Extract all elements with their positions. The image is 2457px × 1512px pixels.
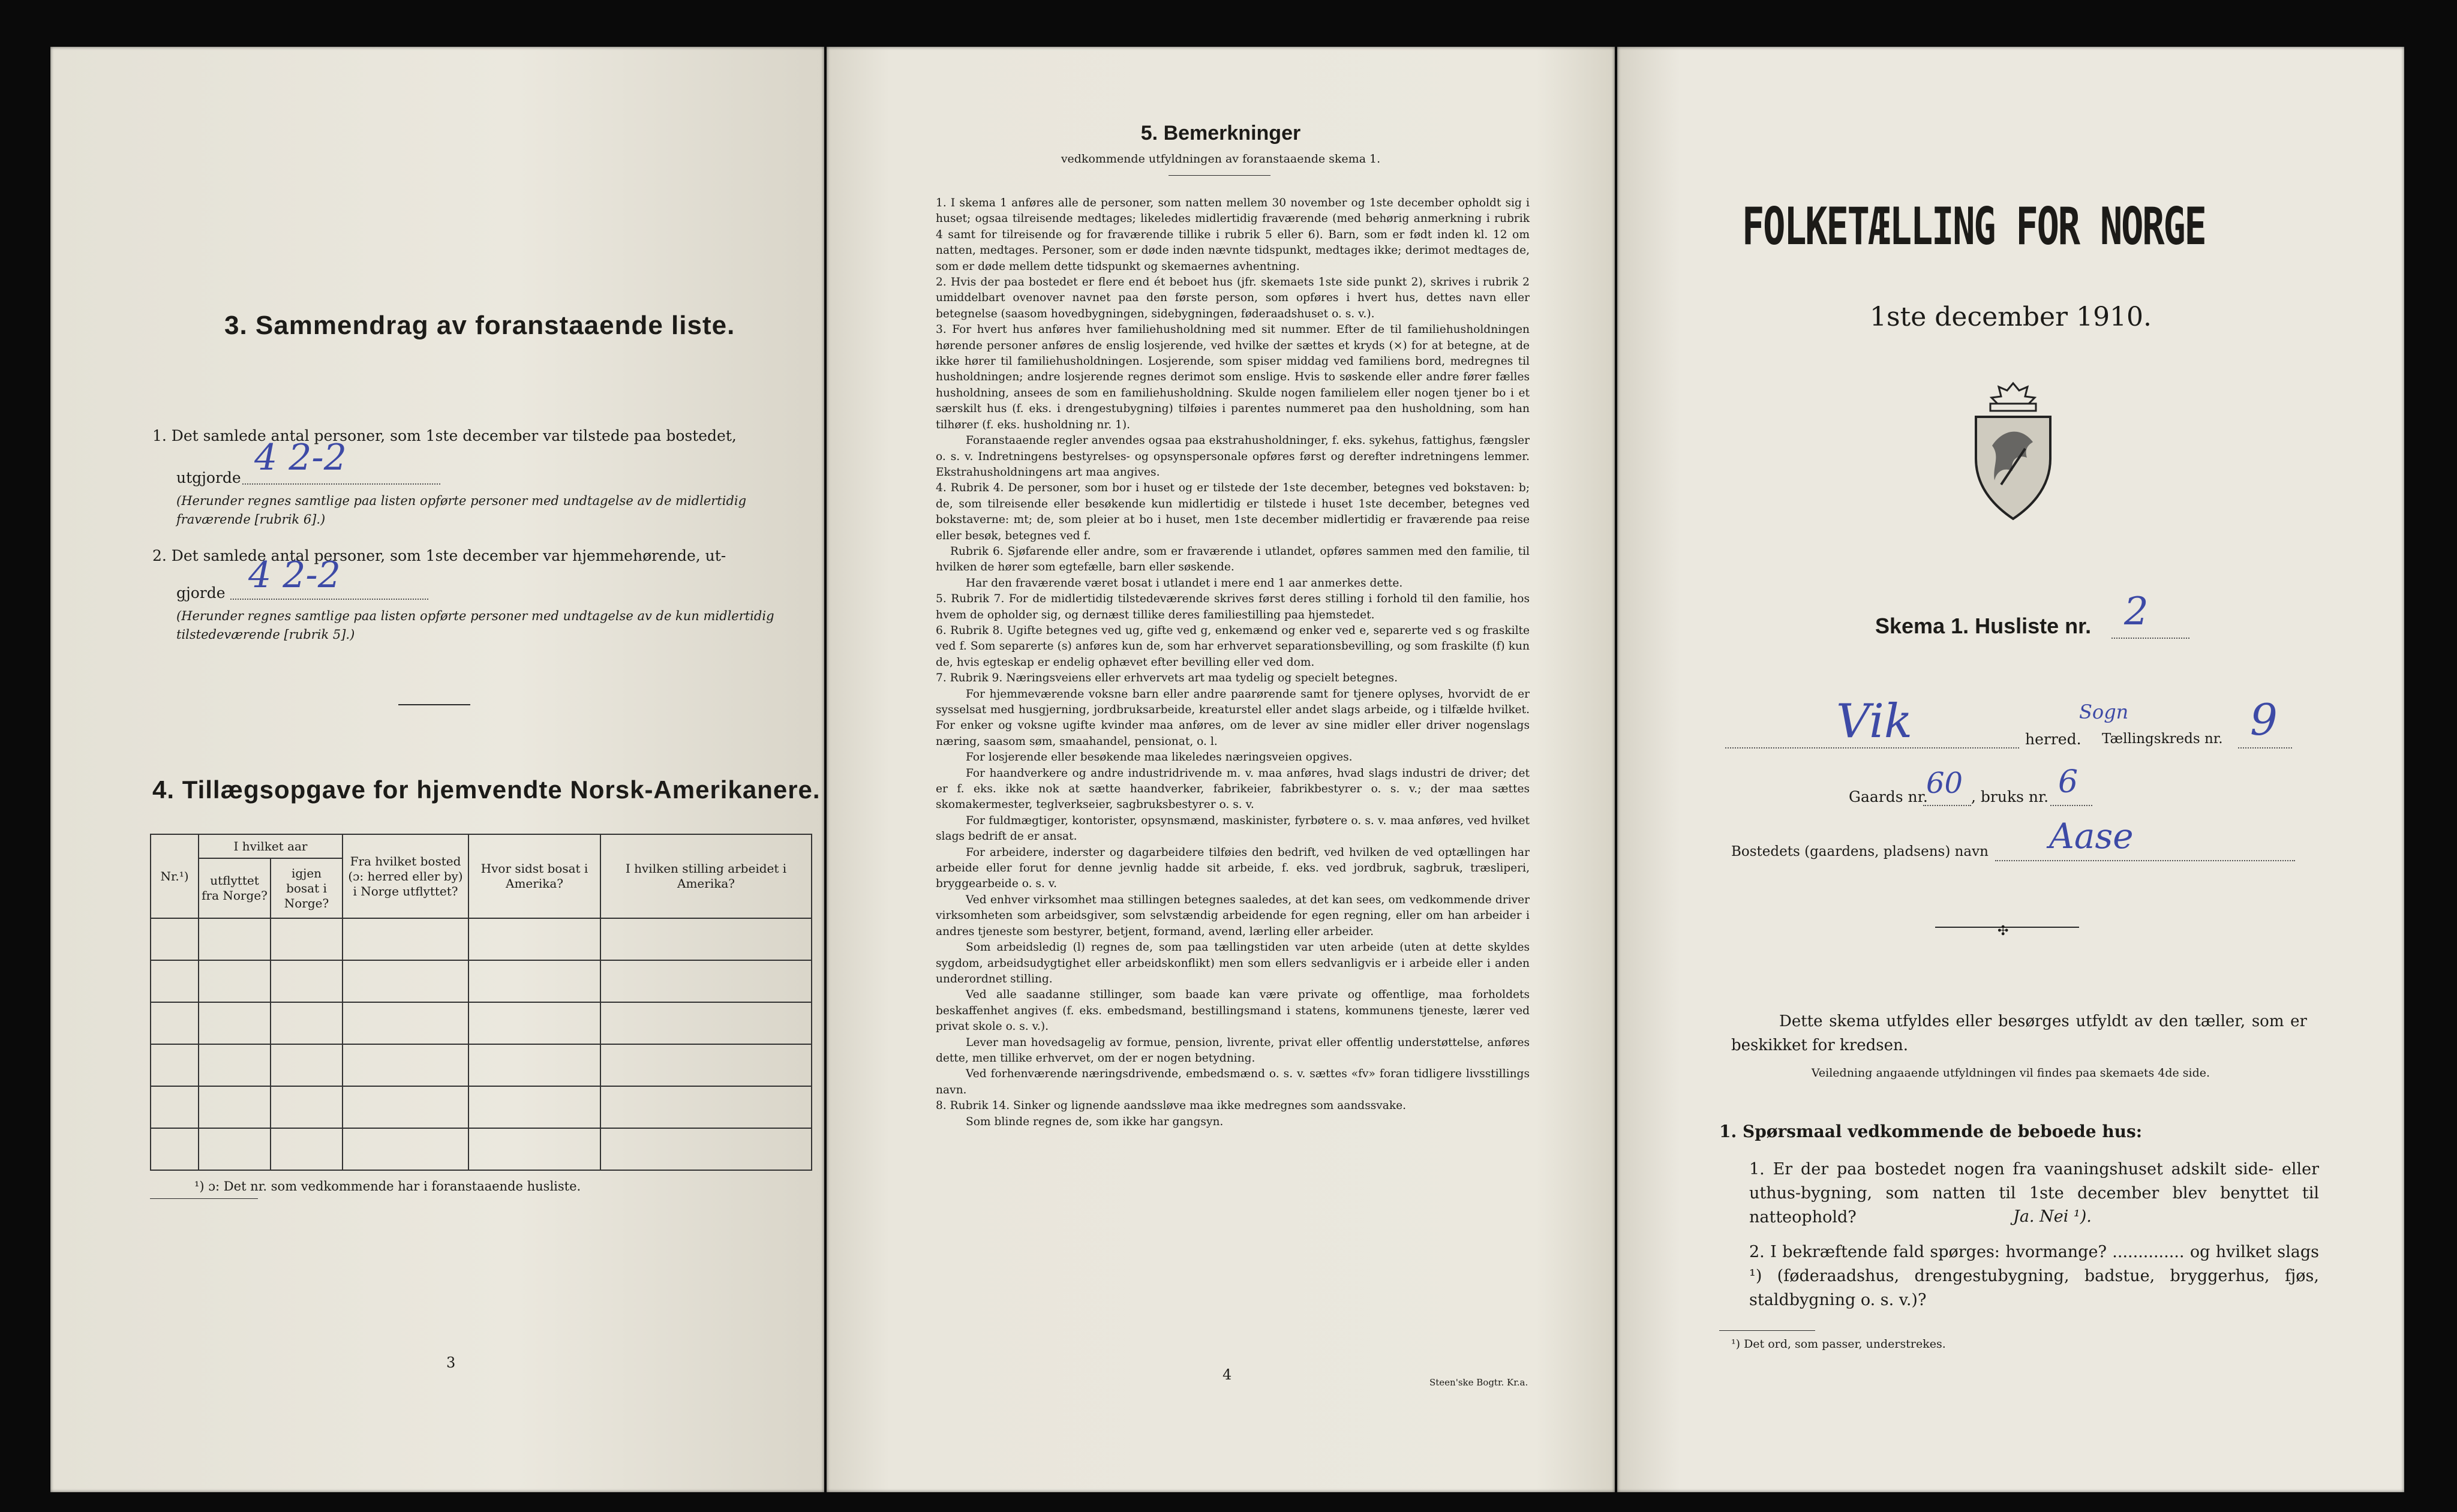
col-group-header: I hvilket aar [199, 834, 343, 858]
guidance-text: Veiledning angaaende utfyldningen vil findes paa skemaets 4de side. [1811, 1066, 2210, 1080]
section-3-title: 3. Sammendrag av foranstaaende liste. [224, 311, 735, 340]
footnote-rule [150, 1198, 258, 1199]
summary-item-2-label: gjorde [176, 584, 226, 602]
table-row [151, 960, 812, 1002]
table-row [151, 1044, 812, 1086]
col-hvor-header: Hvor sidst bosat i Amerika? [468, 834, 600, 918]
table-row [151, 1128, 812, 1170]
page-number: 4 [1223, 1366, 1232, 1383]
remark-paragraph: Ved enhver virksomhet maa stillingen betegnes saaledes, at det kan sees, om vedkommende driver virksomheten som arbeidsgiver, som selvstændig arbeidende for egen regning, eller om han arbeider i andres tjeneste som bestyrer, betjent, formand, avend, lærling eller arbeider. [936, 893, 1530, 938]
summary-item-1-note: (Herunder regnes samtlige paa listen opførte personer med undtagelse av de midlertidig fraværende [rubrik 6].) [176, 494, 747, 527]
norsk-amerikanere-table [150, 834, 812, 1171]
footnote: ¹) Det ord, som passer, understrekes. [1731, 1337, 1946, 1351]
remark-paragraph: Ved alle saadanne stillinger, som baade kan være private og offentlige, maa forholdets beskaffenhet angives (f. eks. embedsmand, bestillingsmand i statens, kommunens tjeneste, lærer ved privat skole o. s. v.). [936, 988, 1530, 1033]
remark-paragraph: For arbeidere, inderster og dagarbeidere tilføies den bedrift, ved hvilken de ved optællingen har arbeide eller forut for denne jevnlig hadde sit arbeide, f. eks. ved jordbruk, sagbruk, træsliperi, bryggearbeide o. s. v. [936, 846, 1530, 891]
census-title: FOLKETÆLLING FOR NORGE [1742, 197, 2206, 257]
question-1: 1. Er der paa bostedet nogen fra vaaningshuset adskilt side- eller uthus-bygning, som natten til 1ste december blev benyttet til natteophold? [1749, 1160, 2319, 1227]
table-footnote: ¹) ɔ: Det nr. som vedkommende har i foranstaaende husliste. [194, 1179, 581, 1194]
questions-header: 1. Spørsmaal vedkommende de beboede hus: [1719, 1122, 2143, 1141]
remark-paragraph: Som arbeidsledig (l) regnes de, som paa tællingstiden var uten arbeide (uten at dette skyldes sygdom, arbeidsudygtighet eller arbeidskonflikt) men som ellers sedvanligvis er i arbeide eller i anden underordnet stilling. [936, 941, 1530, 985]
remark-paragraph: Rubrik 6. Sjøfarende eller andre, som er fraværende i utlandet, opføres sammen med den familie, til hvilken de hører som egtefælle, barn eller søskende. [936, 545, 1530, 574]
col-stilling-header: I hvilken stilling arbeidet i Amerika? [600, 834, 812, 918]
bruk-label: , bruks nr. [1971, 788, 2049, 805]
krets-line [2238, 747, 2292, 749]
remark-paragraph: Lever man hovedsagelig av formue, pension, livrente, privat eller offentlig understøttelse, anføres dette, men tillike erhvervet, om der er nogen betydning. [936, 1036, 1530, 1065]
remark-paragraph: For fuldmægtiger, kontorister, opsynsmænd, maskinister, fyrbøtere o. s. v. maa anføres, ved hvilket slags bedrift de er ansat. [936, 814, 1530, 843]
divider [1169, 175, 1270, 176]
bosted-line [1995, 860, 2295, 861]
question-1-answer: Ja. Nei ¹). [2013, 1207, 2092, 1226]
gaard-label: Gaards nr. [1849, 788, 1928, 805]
section-4-title: 4. Tillægsopgave for hjemvendte Norsk-Amerikanere. [152, 775, 821, 804]
remark-paragraph: For hjemmeværende voksne barn eller andre paarørende samt for tjenere oplyses, hvorvidt de er sysselsat med husgjerning, jordbruksarbeide, kreaturstel eller andet slags arbeide, og i tilfælde hvilket. For enker og voksne ugifte kvinder maa anføres, om de lever av sine midler eller driver nogenslags næring, saasom søm, smaahandel, pensionat, o. l. [936, 687, 1530, 748]
summary-item-2-handwriting: 4 2-2 [248, 554, 341, 596]
col-igjen-header: igjen bosat i Norge? [271, 858, 343, 918]
coat-of-arms-icon [1959, 380, 2067, 524]
remark-paragraph: 1. I skema 1 anføres alle de personer, som natten mellem 30 november og 1ste december opholdt sig i huset; ogsaa tilreisende medtages; likeledes midlertidig fraværende (med behørig anmerkning i rubrik 4 samt for tilreisende og for fraværende tillike i rubrik 5 eller 6). Barn, som er født inden kl. 12 om natten, medtages. Personer, som er døde inden nævnte tidspunkt, medtages ikke; derimot medtages de, som er døde mellem dette tidspunkt og skemaernes avhentning. [936, 197, 1530, 273]
schema-label: Skema 1. Husliste nr. [1875, 614, 2092, 638]
question-2: 2. I bekræftende fald spørges: hvormange? .............. og hvilket slags ¹) (føderaadshus, drengestubygning, badstue, bryggerhus, fjøs, staldbygning o. s. v.)? [1749, 1243, 2319, 1309]
herred-handwriting: Vik [1836, 695, 1913, 749]
remark-paragraph: 6. Rubrik 8. Ugifte betegnes ved ug, gifte ved g, enkemænd og enker ved e, separerte ved s og fraskilte ved f. Som separerte (s) anføres kun de, som har erhvervet separationsbevilling, og som fraskilte (f) kun de, hvis egteskap er endelig ophævet efter bevilling eller ved dom. [936, 624, 1530, 669]
husliste-number-handwriting: 2 [2124, 590, 2149, 634]
summary-item-1-label: utgjorde [176, 469, 241, 486]
summary-item-2: 2. Det samlede antal personer, som 1ste december var hjemmehørende, ut- [152, 547, 726, 564]
remark-paragraph: Har den fraværende været bosat i utlandet i mere end 1 aar anmerkes dette. [966, 576, 1403, 590]
col-nr-header: Nr.¹) [151, 834, 199, 918]
gaard-number-handwriting: 60 [1926, 766, 1963, 800]
remarks-subtitle: vedkommende utfyldningen av foranstaaende skema 1. [1061, 152, 1381, 166]
remark-paragraph: 2. Hvis der paa bostedet er flere end ét beboet hus (jfr. skemaets 1ste side punkt 2), skrives i rubrik 2 umiddelbart ovenover navnet paa den første person, som opføres i hvert hus, dettes navn eller betegnelse (saasom hovedbygningen, sidebygningen, føderaadshuset o. s. v.). [936, 276, 1530, 320]
bruk-number-handwriting: 6 [2058, 764, 2078, 800]
remarks-title: 5. Bemerkninger [1140, 122, 1301, 145]
ornament-icon: ✣ [1998, 924, 2009, 939]
remark-paragraph: Foranstaaende regler anvendes ogsaa paa ekstrahusholdninger, f. eks. sykehus, fattighus, fængsler o. s. v. Indretningens bestyrelses- og opsynspersonale opføres først og derefter indretningens lemmer. Ekstrahusholdningens art maa angives. [936, 434, 1530, 479]
remark-paragraph: For haandverkere og andre industridrivende m. v. maa anføres, hvad slags industri de driver; det er f. eks. ikke nok at sætte haandverker, fabrikeier, fabrikbestyrer o. s. v.; der maa sættes skomakermester, teglverkseier, sagbruksbestyrer o. s. v. [936, 766, 1530, 811]
divider [398, 704, 470, 705]
remark-paragraph: 4. Rubrik 4. De personer, som bor i huset og er tilstede der 1ste december, betegnes ved bokstaven: b; de, som tilreisende eller besøkende kun midlertidig er tilstede i huset 1ste december, betegnes ved bokstaverne: mt; de, som pleier at bo i huset, men 1ste december midlertidig er fraværende paa reise eller besøk, betegnes ved f. [936, 482, 1530, 542]
remark-paragraph: 5. Rubrik 7. For de midlertidig tilstedeværende skrives først deres stilling i forhold til den familie, hos hvem de opholder sig, og dernæst tillike deres familiestilling paa hjemstedet. [936, 593, 1530, 621]
printer-mark: Steen'ske Bogtr. Kr.a. [1429, 1377, 1528, 1388]
summary-item-2-note: (Herunder regnes samtlige paa listen opførte personer med undtagelse av de kun midlertidig tilstedeværende [rubrik 5].) [176, 609, 774, 642]
summary-item-1: 1. Det samlede antal personer, som 1ste december var tilstede paa bostedet, [152, 427, 737, 444]
table-row [151, 1002, 812, 1044]
footnote-rule [1719, 1330, 1815, 1331]
remark-paragraph: 3. For hvert hus anføres hver familiehusholdning med sit nummer. Efter de til familiehusholdningen hørende personer anføres de enslig losjerende, ved hvilke der sættes et kryds (×) for at betegne, at de ikke hører til familiehusholdningen. Losjerende, som spiser middag ved familiens bord, medregnes til husholdningen; andre losjerende regnes derimot som enslige. Hvis to søskende eller andre fører fælles husholdning, ansees de som en familiehusholdning. Skulde nogen familielem eller nogen tjener bo i et særskilt hus (f. eks. i drengestubygning) tilføies i parentes nummeret paa den husholdning, som han tilhører (f. eks. husholdning nr. 1). [936, 323, 1530, 431]
schema-line [2111, 638, 2189, 639]
remark-paragraph: Som blinde regnes de, som ikke har gangsyn. [966, 1115, 1224, 1128]
table-row [151, 918, 812, 960]
remark-paragraph: 8. Rubrik 14. Sinker og lignende aandssløve maa ikke medregnes som aandssvake. [936, 1099, 1407, 1113]
census-date: 1ste december 1910. [1869, 302, 2152, 332]
remarks-body [936, 196, 1530, 1130]
page-right [1617, 47, 2404, 1492]
krets-handwriting: 9 [2250, 695, 2278, 745]
intro-text: Dette skema utfyldes eller besørges utfyldt av den tæller, som er beskikket for kredsen. [1731, 1012, 2307, 1054]
col-utflyttet-header: utflyttet fra Norge? [199, 858, 271, 918]
page-number: 3 [446, 1354, 456, 1371]
bosted-handwriting: Aase [2049, 816, 2134, 856]
remark-paragraph: 7. Rubrik 9. Næringsveiens eller erhvervets art maa tydelig og specielt betegnes. [936, 672, 1398, 685]
bruk-line [2050, 805, 2092, 806]
gaard-line [1923, 805, 1971, 806]
krets-label: Tællingskreds nr. [2102, 731, 2223, 747]
remark-paragraph: Ved forhenværende næringsdrivende, embedsmænd o. s. v. sættes «fv» foran tidligere livsstillings navn. [936, 1068, 1530, 1096]
summary-item-2-line [230, 599, 428, 600]
remark-paragraph: For losjerende eller besøkende maa likeledes næringsveien opgives. [966, 751, 1353, 764]
page-left [50, 47, 824, 1492]
summary-item-1-handwriting: 4 2-2 [254, 437, 347, 479]
page-middle [827, 47, 1615, 1492]
col-fra-header: Fra hvilket bosted (ɔ: herred eller by) i Norge utflyttet? [343, 834, 468, 918]
summary-item-1-line [242, 483, 440, 485]
bosted-label: Bostedets (gaardens, pladsens) navn [1731, 844, 1989, 859]
herred-sogn-handwriting: Sogn [2079, 701, 2129, 723]
herred-label: herred. [2025, 731, 2081, 748]
table-row [151, 1086, 812, 1128]
